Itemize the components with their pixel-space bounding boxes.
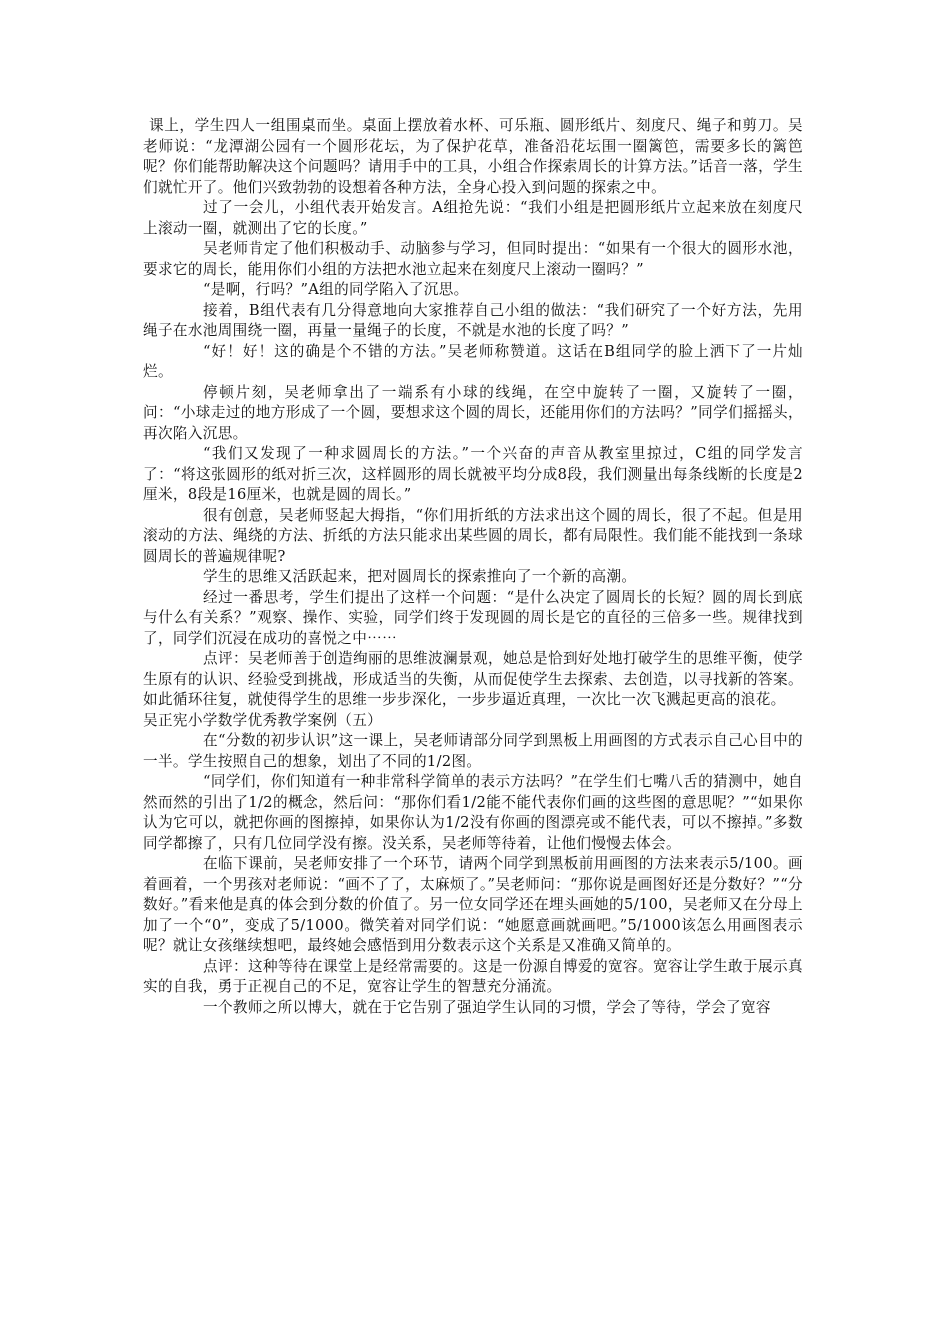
- paragraph: 在临下课前，吴老师安排了一个环节，请两个同学到黑板前用画图的方法来表示5/100。画着画着，一个男孩对老师说：“画不了了，太麻烦了。”吴老师问：“那你说是画图好还是分数好？”“分数好。”看来他是真的体会到分数的价值了。另一位女同学还在埋头画她的5/100，吴老师又在分母上加了一个“0”，变成了5/1000。微笑着对同学们说：“她愿意画就画吧。”5/1000该怎么用画图表示呢？就让女孩继续想吧，最终她会感悟到用分数表示这个关系是又准确又简单的。: [143, 855, 803, 954]
- commentary-paragraph: 点评：这种等待在课堂上是经常需要的。这是一份源自博爱的宽容。宽容让学生敢于展示真实的自我，勇于正视自己的不足，宽容让学生的智慧充分涌流。: [143, 957, 803, 995]
- paragraph: 停顿片刻，吴老师拿出了一端系有小球的线绳，在空中旋转了一圈，又旋转了一圈，问：“小球走过的地方形成了一个圆，要想求这个圆的周长，还能用你们的方法吗？”同学们摇摇头，再次陷入沉思。: [143, 383, 803, 442]
- paragraph: 经过一番思考，学生们提出了这样一个问题：“是什么决定了圆周长的长短？圆的周长到底与什么有关系？”观察、操作、实验，同学们终于发现圆的周长是它的直径的三倍多一些。规律找到了，同学们沉浸在成功的喜悦之中⋯⋯: [143, 588, 803, 647]
- paragraph: 一个教师之所以博大，就在于它告别了强迫学生认同的习惯，学会了等待，学会了宽容: [203, 998, 771, 1016]
- paragraph: 在“分数的初步认识”这一课上，吴老师请部分同学到黑板上用画图的方式表示自己心目中的一半。学生按照自己的想象，划出了不同的1/2图。: [143, 732, 803, 770]
- paragraph: “我们又发现了一种求圆周长的方法。”一个兴奋的声音从教室里掠过，C组的同学发言了：“将这张圆形的纸对折三次，这样圆形的周长就被平均分成8段，我们测量出每条线断的长度是2厘米，8段是16厘米，也就是圆的周长。”: [143, 445, 803, 503]
- paragraph: “好！好！这的确是个不错的方法。”吴老师称赞道。这话在B组同学的脸上洒下了一片灿烂。: [143, 342, 803, 380]
- document-page: [143, 116, 803, 1018]
- paragraph: “同学们，你们知道有一种非常科学简单的表示方法吗？”在学生们七嘴八舌的猜测中，她自然而然的引出了1/2的概念，然后问：“那你们看1/2能不能代表你们画的这些图的意思呢？”“如果你认为它可以，就把你画的图擦掉，如果你认为1/2没有你画的图漂亮或不能代表，可以不擦掉。”多数同学都擦了，只有几位同学没有擦。没关系，吴老师等待着，让他们慢慢去体会。: [143, 773, 803, 852]
- paragraph: 课上，学生四人一组围桌而坐。桌面上摆放着水杯、可乐瓶、圆形纸片、刻度尺、绳子和剪刀。吴老师说：“龙潭湖公园有一个圆形花坛，为了保护花草，准备沿花坛围一圈篱笆，需要多长的篱笆呢？你们能帮助解决这个问题吗？请用手中的工具，小组合作探索周长的计算方法。”话音一落，学生们就忙开了。他们兴致勃勃的设想着各种方法，全身心投入到问题的探索之中。: [143, 117, 803, 196]
- paragraph: 学生的思维又活跃起来，把对圆周长的探索推向了一个新的高潮。: [203, 568, 637, 585]
- section-title: 吴正宪小学数学优秀教学案例（五）: [143, 711, 383, 729]
- paragraph: 很有创意，吴老师竖起大拇指，“你们用折纸的方法求出这个圆的周长，很了不起。但是用滚动的方法、绳绕的方法、折纸的方法只能求出某些圆的周长，都有局限性。我们能不能找到一条球圆周长的普遍规律呢?: [143, 506, 803, 565]
- paragraph: 接着，B组代表有几分得意地向大家推荐自己小组的做法：“我们研究了一个好方法，先用绳子在水池周围绕一圈，再量一量绳子的长度，不就是水池的长度了吗？”: [143, 301, 803, 339]
- paragraph: 过了一会儿，小组代表开始发言。A组抢先说：“我们小组是把圆形纸片立起来放在刻度尺上滚动一圈，就测出了它的长度。”: [143, 199, 803, 237]
- paragraph: “是啊，行吗？”A组的同学陷入了沉思。: [203, 281, 469, 298]
- paragraph: 吴老师肯定了他们积极动手、动脑参与学习，但同时提出：“如果有一个很大的圆形水池，要求它的周长，能用你们小组的方法把水池立起来在刻度尺上滚动一圈吗？”: [143, 240, 803, 278]
- commentary-paragraph: 点评：吴老师善于创造绚丽的思维波澜景观，她总是恰到好处地打破学生的思维平衡，使学生原有的认识、经验受到挑战，形成适当的失衡，从而促使学生去探索、去创造，以寻找新的答案。如此循环往复，就使得学生的思维一步步深化，一步步逼近真理，一次比一次飞溅起更高的浪花。: [143, 650, 803, 708]
